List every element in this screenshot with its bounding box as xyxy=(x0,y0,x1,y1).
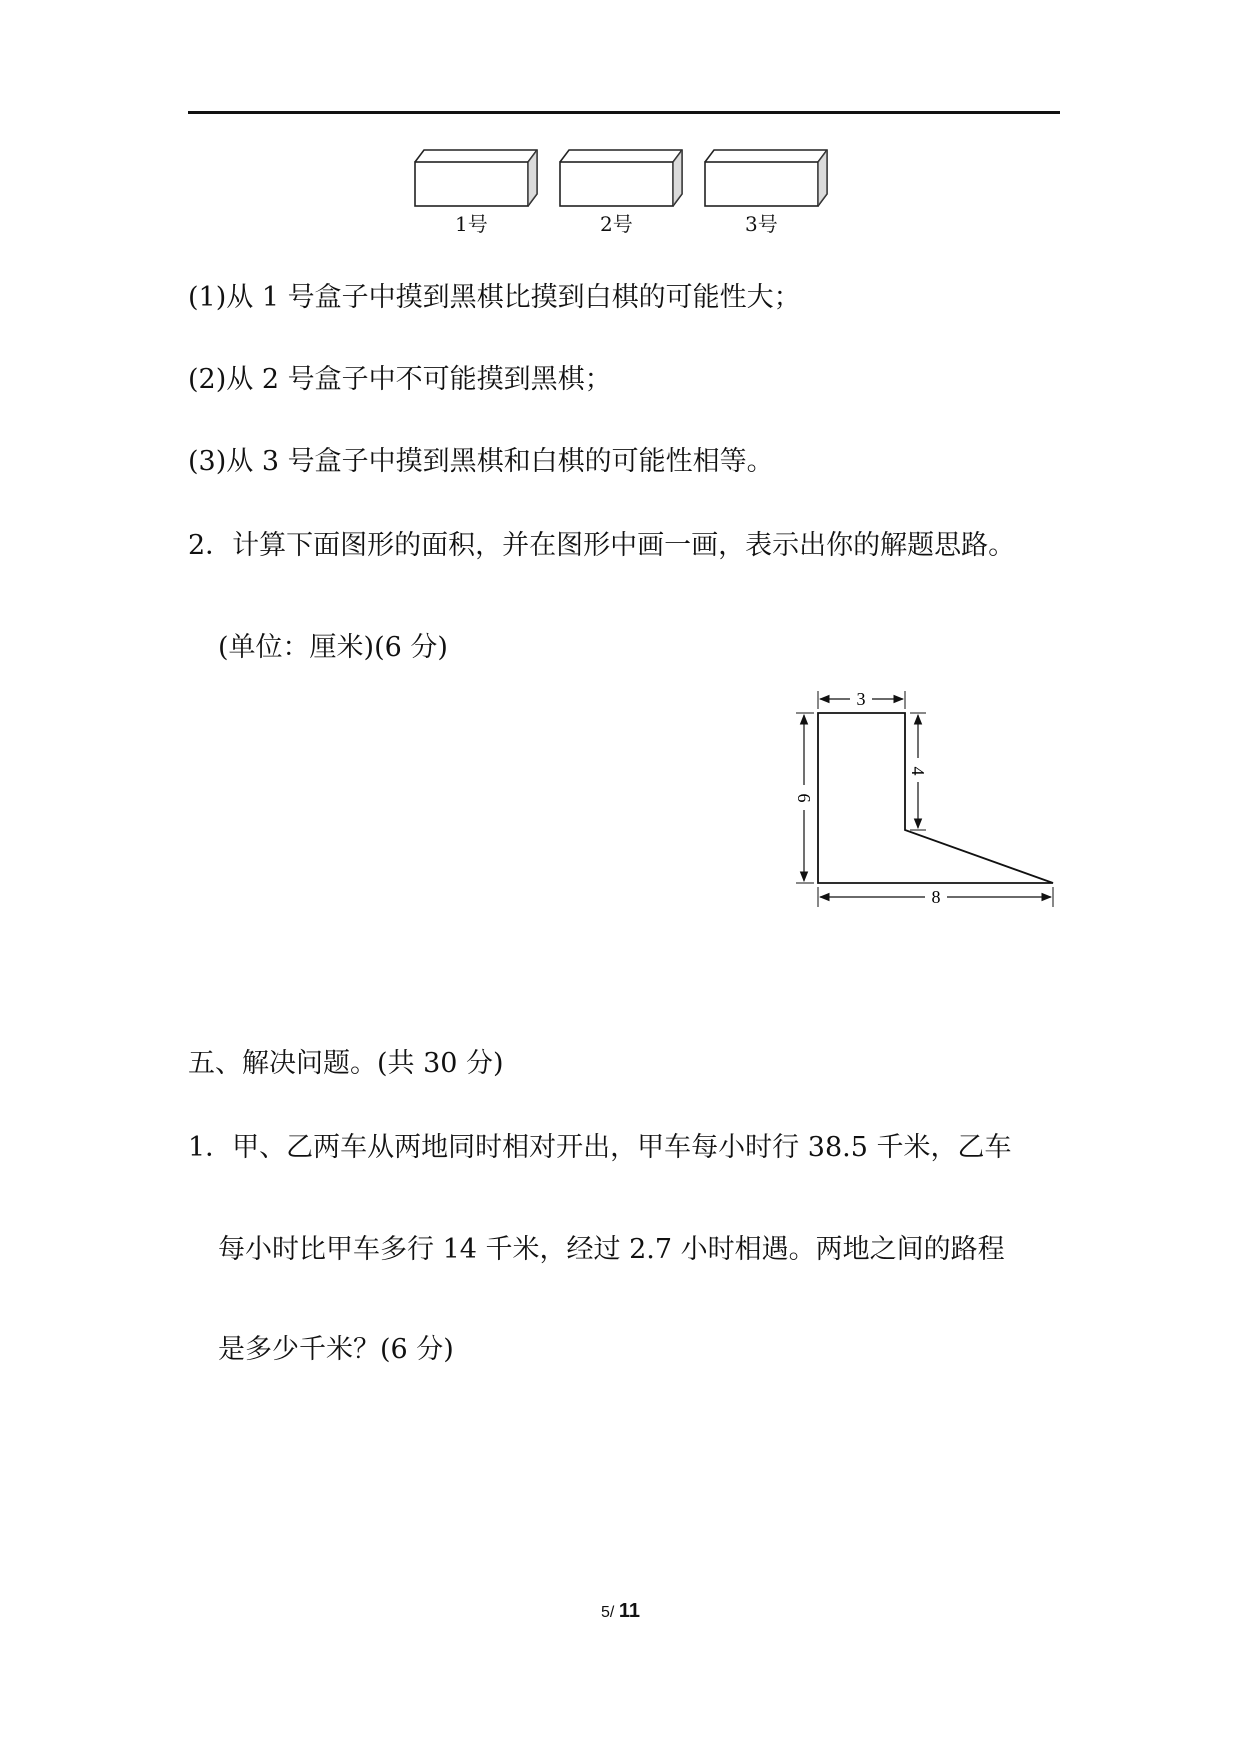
q1-item-1: (1)从 1 号盒子中摸到黑棋比摸到白棋的可能性大； xyxy=(188,282,801,313)
q2-prompt-line1: 2．计算下面图形的面积，并在图形中画一画，表示出你的解题思路。 xyxy=(188,530,1016,561)
section5-q1-line3: 是多少千米？(6 分) xyxy=(218,1334,454,1365)
boxes-drawing xyxy=(410,140,830,210)
header-rule xyxy=(188,111,1060,114)
dim-left-label: 6 xyxy=(794,793,814,803)
dim-inner-label: 4 xyxy=(908,766,928,776)
section5-q1-line1: 1．甲、乙两车从两地同时相对开出，甲车每小时行 38.5 千米，乙车 xyxy=(188,1132,1012,1163)
page-separator: / xyxy=(609,1604,615,1621)
dim-top-label: 3 xyxy=(856,689,866,709)
page-total: 11 xyxy=(618,1600,640,1622)
page-number xyxy=(0,1600,1241,1623)
area-figure-drawing xyxy=(790,685,1080,925)
box-label-3: 3号 xyxy=(745,212,778,236)
q2-prompt-line2: (单位：厘米)(6 分) xyxy=(218,632,448,663)
q1-item-3: (3)从 3 号盒子中摸到黑棋和白棋的可能性相等。 xyxy=(188,446,774,477)
box-label-1: 1号 xyxy=(455,212,488,236)
section5-q1-line2: 每小时比甲车多行 14 千米，经过 2.7 小时相遇。两地之间的路程 xyxy=(218,1234,1005,1265)
area-figure xyxy=(790,685,1080,925)
page-current: 5 xyxy=(601,1604,610,1621)
q1-item-2: (2)从 2 号盒子中不可能摸到黑棋； xyxy=(188,364,612,395)
section5-heading: 五、解决问题。(共 30 分) xyxy=(188,1048,504,1079)
box-label-2: 2号 xyxy=(600,212,633,236)
boxes-illustration xyxy=(410,140,830,240)
dim-bottom-label: 8 xyxy=(931,887,941,907)
